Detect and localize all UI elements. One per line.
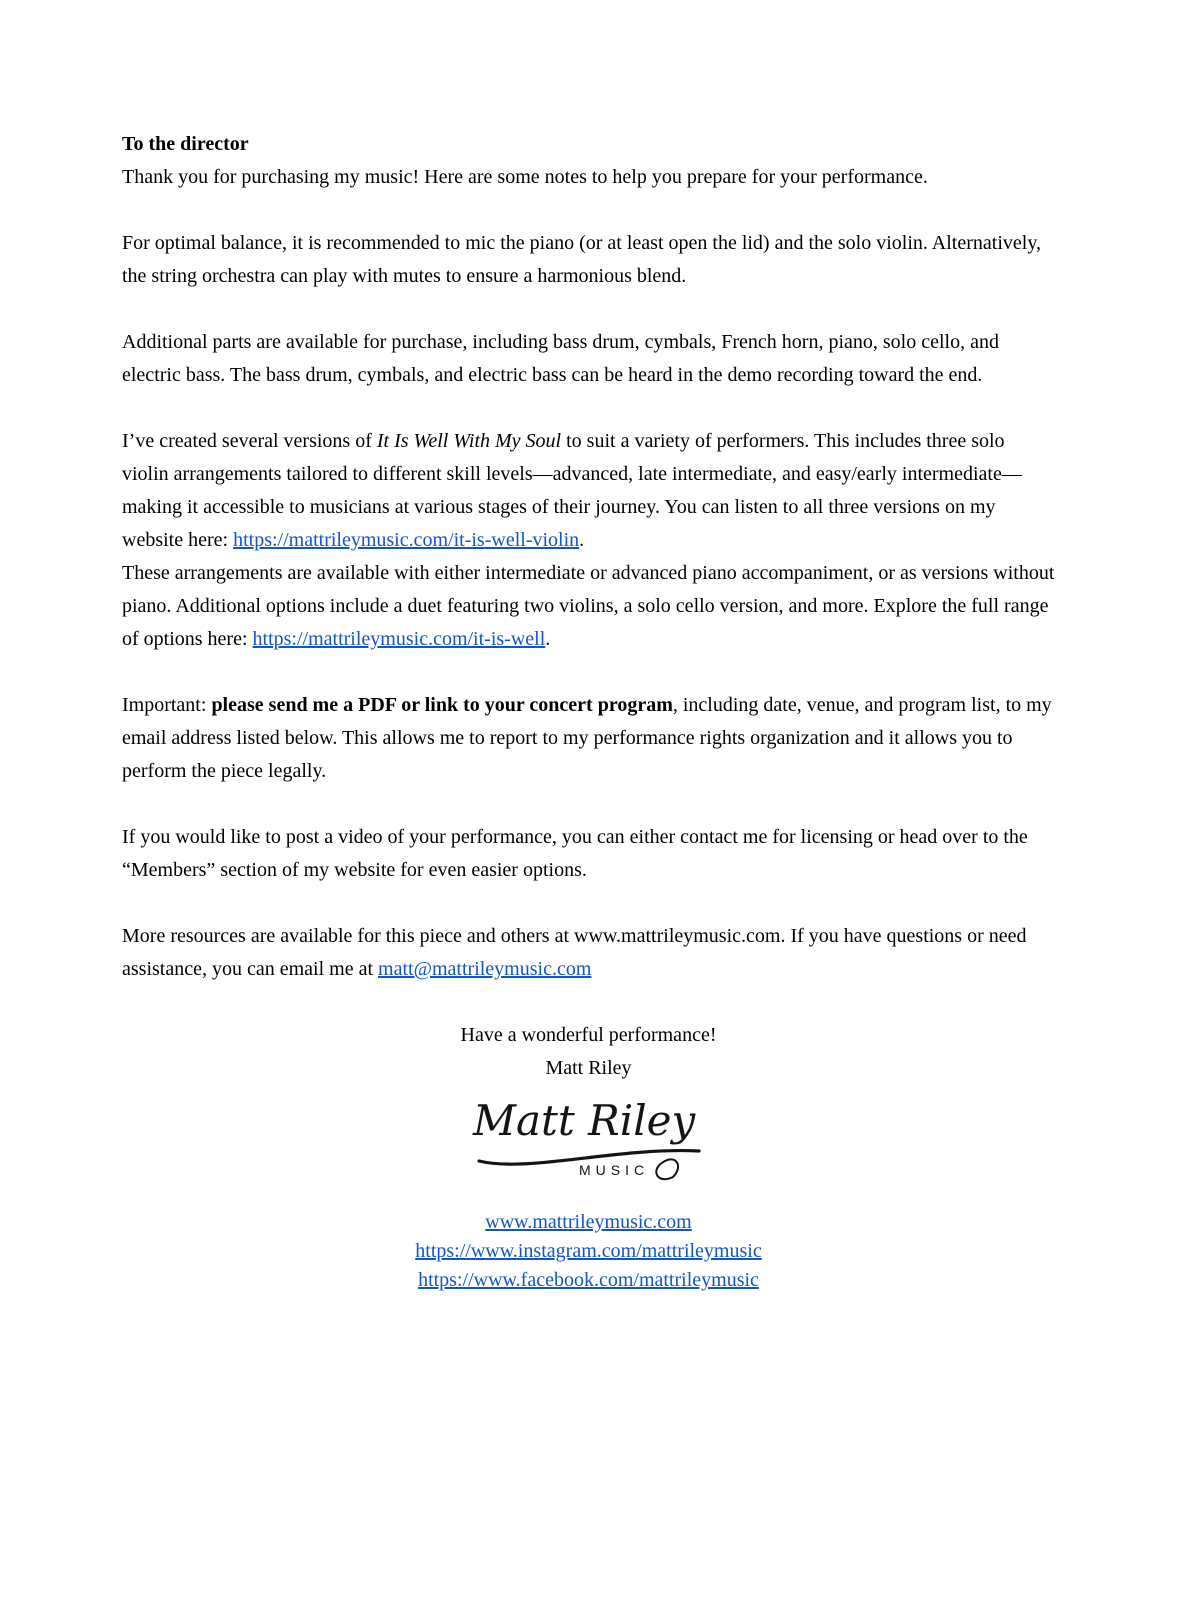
paragraph — [122, 821, 1055, 887]
footer-link-facebook[interactable]: https://www.facebook.com/mattrileymusic — [418, 1269, 759, 1291]
footer-link-website[interactable]: www.mattrileymusic.com — [485, 1211, 692, 1233]
text-segment: . — [579, 529, 585, 551]
text-segment: . — [545, 628, 551, 650]
paragraph — [122, 326, 1055, 392]
letter-heading: To the director — [122, 133, 249, 155]
text-segment: Additional parts are available for purchase, including bass drum, cymbals, French horn, piano, solo cello, and electric bass. The bass drum, cymbals, and electric bass can be heard in the demo recording toward the end. — [122, 331, 999, 386]
text-segment: These arrangements are available with either intermediate or advanced piano accompaniment, or as versions without piano. Additional options include a duet featuring two violins, a solo cello version, and more. Explore the full range of options here: — [122, 562, 1055, 650]
paragraph — [122, 689, 1055, 788]
text-segment: Thank you for purchasing my music! Here are some notes to help you prepare for your performance. — [122, 166, 928, 188]
text-segment: It Is Well With My Soul — [376, 430, 562, 452]
text-segment: to suit a variety of performers. This includes three solo violin arrangements tailored to different skill levels—advanced, late intermediate, and easy/early intermediate—making it accessible to musicians at various stages of their journey. You can listen to all three versions on my website here: — [122, 430, 1022, 551]
closing-name: Matt Riley — [545, 1057, 632, 1079]
paragraph — [122, 920, 1055, 986]
inline-link[interactable]: https://mattrileymusic.com/it-is-well — [252, 628, 546, 650]
text-segment: More resources are available for this piece and others at www.mattrileymusic.com. If you have questions or need assistance, you can email me at — [122, 925, 1027, 980]
paragraph — [122, 425, 1055, 557]
inline-link[interactable]: matt@mattrileymusic.com — [378, 958, 592, 980]
signature-loop-stroke — [656, 1159, 678, 1179]
text-segment: Important: — [122, 694, 212, 716]
signature-name-text: Matt Riley — [472, 1096, 695, 1145]
text-segment: I’ve created several versions of — [122, 430, 377, 452]
paragraph — [122, 227, 1055, 293]
text-segment: For optimal balance, it is recommended to mic the piano (or at least open the lid) and the solo violin. Alternatively, the string orchestra can play with mutes to ensure a harmonious blend. — [122, 232, 1042, 287]
footer-links — [122, 1208, 1055, 1295]
inline-link[interactable]: https://mattrileymusic.com/it-is-well-violin — [233, 529, 580, 551]
closing-block — [122, 1019, 1055, 1085]
text-segment: please send me a PDF or link to your concert program — [211, 694, 673, 716]
footer-link-instagram[interactable]: https://www.instagram.com/mattrileymusic — [415, 1240, 762, 1262]
signature-image — [467, 1089, 711, 1185]
paragraph — [122, 161, 1055, 194]
signature-music-text: MUSIC — [578, 1162, 649, 1178]
letter-body — [122, 161, 1055, 986]
closing-line: Have a wonderful performance! — [460, 1024, 717, 1046]
signature-logo — [122, 1089, 1055, 1196]
paragraph — [122, 557, 1055, 656]
text-segment: If you would like to post a video of your performance, you can either contact me for licensing or head over to the “Members” section of my website for even easier options. — [122, 826, 1028, 881]
text-segment: , including date, venue, and program list, to my email address listed below. This allows me to report to my performance rights organization and it allows you to perform the piece legally. — [122, 694, 1052, 782]
